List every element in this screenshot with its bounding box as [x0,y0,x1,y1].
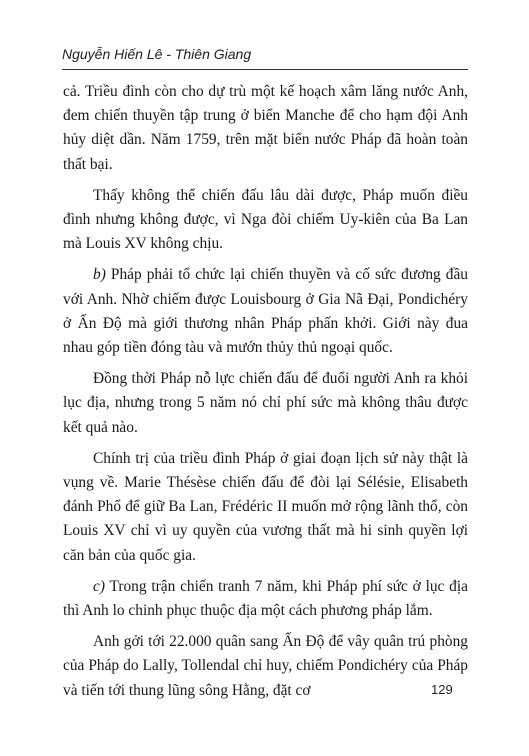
paragraph-text: Anh gởi tới 22.000 quân sang Ấn Độ để vây quân trú phòng của Pháp do Lally, Tollendal chỉ huy, chiếm Pondichéry của Pháp và tiến tới thung lũng sông Hằng, đặt cơ [63,633,468,699]
paragraph [63,447,468,568]
paragraph-text: Thấy không thể chiến đấu lâu dài được, Pháp muốn điều đình nhưng không được, vì Nga đòi chiếm Uy-kiên của Ba Lan mà Louis XV không chịu. [63,186,468,253]
paragraph-continuation [63,80,468,177]
paragraph [63,184,468,257]
paragraph-item-c [63,575,468,623]
list-marker: c) [93,577,105,595]
paragraph-item-b [63,263,468,360]
paragraph-text: cả. Triều đình còn cho dự trù một kế hoạch xâm lăng nước Anh, đem chiến thuyền tập trung ở biển Manche để cho hạm đội Anh hủy diệt dần. Năm 1759, trên mặt biển nước Pháp đã hoàn toàn thất bại. [63,83,468,173]
paragraph-text: Đồng thời Pháp nỗ lực chiến đấu để đuổi người Anh ra khỏi lục địa, nhưng trong 5 năm nó chỉ phí sức mà không thâu được kết quả nào. [63,370,468,436]
running-header: Nguyễn Hiến Lê - Thiên Giang [62,46,252,62]
page-body [63,80,468,710]
page-number: 129 [431,682,453,697]
list-marker: b) [93,266,106,284]
header-divider [62,69,468,70]
paragraph-text: Chính trị của triều đình Pháp ở giai đoạn lịch sử này thật là vụng về. Marie Thésèse chiến đấu để đòi lại Sélésie, Elisabeth đánh Phổ để giữ Ba Lan, Frédéric II muốn mở rộng lãnh thổ, còn Louis XV chỉ vì uy quyền của vương thất mà hi sinh quyền lợi căn bản của quốc gia. [63,449,468,564]
paragraph-text: Trong trận chiến tranh 7 năm, khi Pháp phí sức ở lục địa thì Anh lo chinh phục thuộc địa một cách phương pháp lắm. [63,577,468,620]
paragraph-text: Pháp phải tổ chức lại chiến thuyền và cố sức đương đầu với Anh. Nhờ chiếm được Louisbourg ở Gia Nã Đại, Pondichéry ở Ấn Độ mà giới thương nhân Pháp phấn khởi. Giới này đua nhau góp tiền đóng tàu và mướn thủy thủ ngoại quốc. [63,266,468,357]
paragraph [63,630,468,703]
paragraph [63,367,468,440]
